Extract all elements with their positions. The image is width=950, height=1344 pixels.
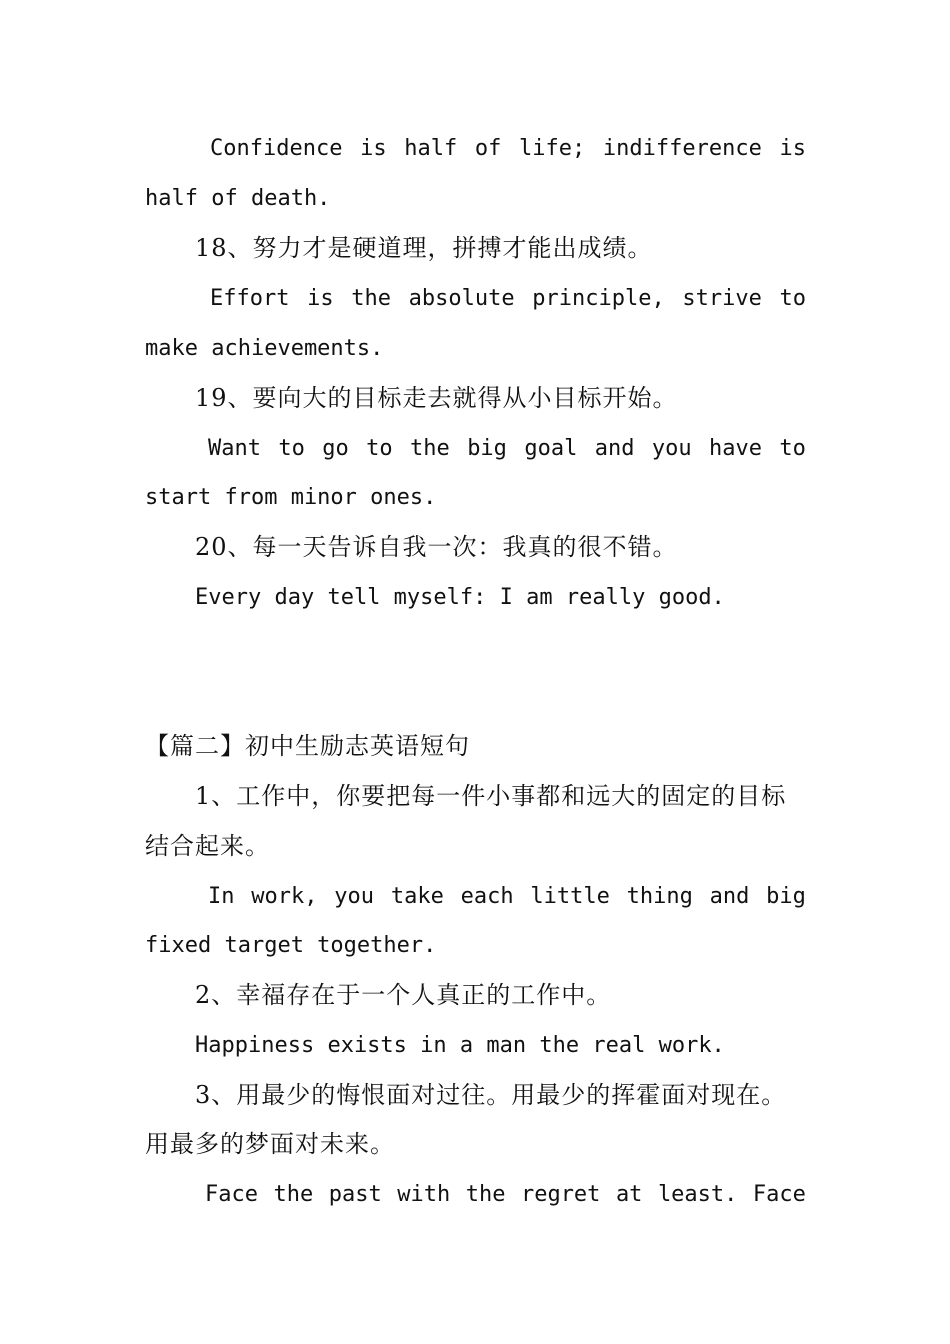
english-sentence-line xyxy=(205,1180,806,1210)
word: and xyxy=(709,884,750,909)
english-sentence-line: half of death. xyxy=(145,186,331,211)
chinese-sentence-line: 1、工作中，你要把每一件小事都和远大的固定的目标 xyxy=(195,782,787,810)
english-sentence: Every day tell myself: I am really good. xyxy=(195,585,725,610)
word: the xyxy=(465,1182,506,1207)
word: little xyxy=(530,884,610,909)
word: life; xyxy=(519,136,586,161)
word: is xyxy=(307,286,334,311)
word: take xyxy=(390,884,444,909)
chinese-sentence-line: 3、用最少的悔恨面对过往。用最少的挥霍面对现在。 xyxy=(195,1081,787,1109)
chinese-sentence-line: 用最多的梦面对未来。 xyxy=(145,1130,395,1158)
word: thing xyxy=(626,884,693,909)
word: you xyxy=(651,436,692,461)
section-heading: 【篇二】初中生励志英语短句 xyxy=(145,732,470,760)
word: with xyxy=(397,1182,451,1207)
english-sentence-line: start from minor ones. xyxy=(145,485,437,510)
word: indifference xyxy=(602,136,762,161)
word: to xyxy=(779,286,806,311)
english-sentence-line xyxy=(210,284,806,314)
word: to xyxy=(366,436,393,461)
word: have xyxy=(708,436,762,461)
english-sentence-line xyxy=(210,134,806,164)
english-sentence-line xyxy=(208,434,806,464)
word: is xyxy=(779,136,806,161)
word: of xyxy=(474,136,502,161)
english-sentence-line: make achievements. xyxy=(145,336,384,361)
word: the xyxy=(410,436,450,461)
word: absolute xyxy=(408,286,515,311)
word: work, xyxy=(251,884,318,909)
word: at xyxy=(615,1182,643,1207)
english-sentence-line: fixed target together. xyxy=(145,933,437,958)
word: you xyxy=(334,884,375,909)
chinese-sentence-line: 结合起来。 xyxy=(145,832,270,860)
word: Face xyxy=(205,1182,258,1207)
chinese-sentence: 2、幸福存在于一个人真正的工作中。 xyxy=(195,981,612,1009)
english-sentence: Happiness exists in a man the real work. xyxy=(195,1033,725,1058)
word: regret xyxy=(520,1182,601,1207)
english-sentence-line xyxy=(208,882,806,912)
word: big xyxy=(467,436,507,461)
word: past xyxy=(328,1182,382,1207)
word: Effort xyxy=(210,286,290,311)
word: half xyxy=(404,136,458,161)
word: is xyxy=(360,136,387,161)
word: the xyxy=(273,1182,314,1207)
word: go xyxy=(322,436,349,461)
word: to xyxy=(278,436,305,461)
word: In xyxy=(208,884,235,909)
word: the xyxy=(351,286,392,311)
word: Want xyxy=(208,436,261,461)
word: goal xyxy=(524,436,578,461)
word: Face xyxy=(752,1182,806,1207)
word: strive xyxy=(682,286,762,311)
chinese-sentence: 20、每一天告诉自我一次：我真的很不错。 xyxy=(195,533,678,561)
word: principle, xyxy=(532,286,665,311)
word: big xyxy=(766,884,806,909)
word: least. xyxy=(657,1182,738,1207)
chinese-sentence: 19、要向大的目标走去就得从小目标开始。 xyxy=(195,384,678,412)
word: and xyxy=(594,436,635,461)
word: to xyxy=(779,436,806,461)
word: Confidence xyxy=(210,136,343,161)
chinese-sentence: 18、努力才是硬道理，拼搏才能出成绩。 xyxy=(195,234,653,262)
word: each xyxy=(460,884,514,909)
